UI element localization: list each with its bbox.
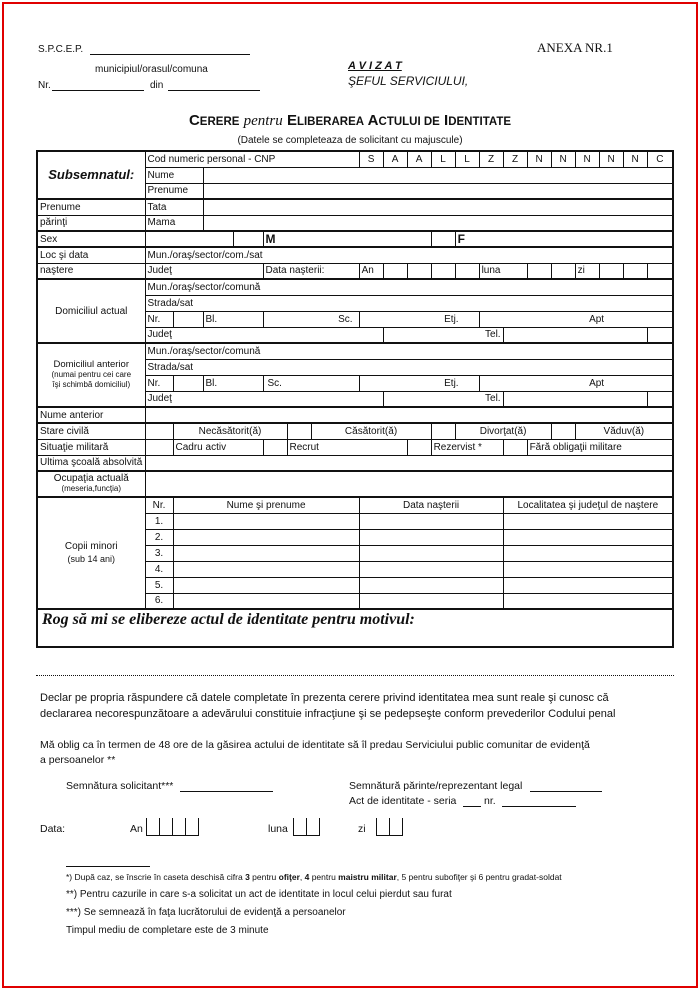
copii-minori-note: (sub 14 ani) [67, 554, 116, 564]
dotted-separator [36, 675, 674, 676]
mama-label: Mama [145, 215, 203, 231]
nastere-judet-field[interactable] [145, 263, 263, 279]
tel-label: Tel. [383, 391, 503, 407]
ant-nr-field[interactable] [173, 375, 203, 391]
sex-label: Sex [37, 231, 145, 247]
form-table [36, 150, 674, 648]
oblig-text: Mă oblig ca în termen de 48 ore de la găsirea actului de identitate să îl predau Serviciului public comunitar de evidenţă a persoanelor ** [40, 739, 590, 766]
seful-label: ŞEFUL SERVICIULUI, [348, 74, 469, 88]
luna-digit-box[interactable] [306, 818, 320, 836]
cnp-digit[interactable]: N [623, 151, 647, 167]
prenume-field[interactable] [203, 183, 673, 199]
stare-box[interactable] [287, 423, 311, 439]
col-data-header: Data naşterii [359, 497, 503, 513]
cnp-digit[interactable]: N [527, 151, 551, 167]
declaratie-text: Declar pe propria răspundere că datele completate în prezenta cerere privind identitatea mea sunt reale şi cunosc că declararea necorespunzătoare a adevărului constituie infracţiune şi se pedepseşte conform prevederilor Codului penal [40, 692, 616, 720]
divortat-label: Divorţat(ă) [455, 423, 551, 439]
loc-data-label: Loc şi data [37, 247, 145, 263]
strada-label: Strada/sat [147, 361, 194, 373]
an-digit-box[interactable] [159, 818, 173, 836]
nr-label: Nr. [145, 311, 173, 327]
semnatura-solicitant-line[interactable] [180, 791, 273, 792]
copil-localitatea-field[interactable] [503, 561, 673, 577]
note-4: Timpul mediu de completare este de 3 minute [66, 925, 269, 936]
act-seria-line[interactable] [463, 806, 481, 807]
luna-label: luna [479, 263, 527, 279]
domiciliul-actual-label: Domiciliul actual [37, 279, 145, 343]
act-identitate-label: Act de identitate - seria [349, 795, 457, 807]
zi-digit-box[interactable] [389, 818, 403, 836]
copil-nume-field[interactable] [173, 529, 359, 545]
note-1: *) După caz, se înscrie în caseta deschisă cifra 3 pentru ofiţer, 4 pentru maistru militar, 5 pentru subofiţer şi 6 pentru gradat-soldat [66, 872, 562, 882]
data-luna-boxes[interactable] [293, 816, 319, 836]
cnp-digit[interactable]: L [455, 151, 479, 167]
zi-label: zi [575, 263, 599, 279]
an-digit-box[interactable] [172, 818, 186, 836]
nastere-label: naştere [37, 263, 145, 279]
bl-label: Bl. [205, 377, 218, 389]
ultima-scoala-field[interactable] [145, 455, 673, 471]
stare-box[interactable] [145, 423, 173, 439]
copil-nume-field[interactable] [173, 561, 359, 577]
mun-sat-label: Mun./oraş/sector/com./sat [147, 249, 263, 261]
nastere-mun-field[interactable] [145, 247, 673, 263]
copil-row-nr: 5. [145, 577, 173, 593]
col-localitatea-header: Localitatea şi judeţul de naştere [503, 497, 673, 513]
cnp-digit[interactable]: A [383, 151, 407, 167]
dom-judet-field[interactable] [145, 327, 383, 343]
ant-apt-field[interactable] [479, 375, 673, 391]
bl-label: Bl. [205, 313, 218, 325]
notes-separator [66, 866, 150, 867]
tata-label: Tata [145, 199, 203, 215]
data-luna-label: luna [268, 823, 288, 835]
data-an-label: An [130, 823, 143, 835]
copil-row-nr: 3. [145, 545, 173, 561]
nr-label: Nr. [38, 80, 51, 91]
stare-box[interactable] [431, 423, 455, 439]
semnatura-solicitant-label: Semnătura solicitant*** [66, 780, 174, 792]
zi-box[interactable] [623, 263, 647, 279]
domiciliul-anterior-label: Domiciliul anterior [53, 359, 129, 370]
militar-box[interactable] [503, 439, 527, 455]
cnp-digit[interactable]: Z [479, 151, 503, 167]
cnp-digit[interactable]: Z [503, 151, 527, 167]
luna-box[interactable] [551, 263, 575, 279]
domiciliul-anterior-note2: îşi schimbă domiciliul) [52, 380, 131, 389]
copil-data-field[interactable] [359, 545, 503, 561]
dom-nr-field[interactable] [173, 311, 203, 327]
situatie-militara-label: Situaţie militară [37, 439, 145, 455]
nume-label: Nume [145, 167, 203, 183]
cnp-digit[interactable]: C [647, 151, 673, 167]
cnp-digit[interactable]: L [431, 151, 455, 167]
copil-row-nr: 6. [145, 593, 173, 609]
cnp-label: Cod numeric personal - CNP [145, 151, 359, 167]
cnp-digit[interactable]: N [599, 151, 623, 167]
an-digit-box[interactable] [146, 818, 160, 836]
casatorit-label: Căsătorit(ă) [311, 423, 431, 439]
an-digit-box[interactable] [185, 818, 199, 836]
nume-anterior-field[interactable] [145, 407, 673, 423]
parinti-label: părinţi [37, 215, 145, 231]
col-nume-header: Nume şi prenume [173, 497, 359, 513]
ant-bl-field[interactable] [203, 375, 263, 391]
militar-box[interactable] [145, 439, 173, 455]
nr-line[interactable] [52, 90, 144, 91]
note-2: **) Pentru cazurile in care s-a solicitat un act de identitate in locul celui pierdut sau furat [66, 889, 452, 900]
cnp-digit[interactable]: A [407, 151, 431, 167]
cnp-digit[interactable]: S [359, 151, 383, 167]
sex-f-label: F [455, 231, 673, 247]
copil-localitatea-field[interactable] [503, 513, 673, 529]
cadru-activ-label: Cadru activ [173, 439, 263, 455]
necasatorit-label: Necăsătorit(ă) [173, 423, 287, 439]
et-label: Etj. [444, 313, 459, 325]
act-nr-line[interactable] [502, 806, 576, 807]
data-nasterii-label: Data naşterii: [263, 263, 359, 279]
luna-box[interactable] [527, 263, 551, 279]
dom-et-field[interactable] [359, 311, 479, 327]
ant-judet-field[interactable] [145, 391, 383, 407]
copil-row-nr: 4. [145, 561, 173, 577]
copil-localitatea-field[interactable] [503, 577, 673, 593]
page-subtitle: (Datele se completeaza de solicitant cu majuscule) [237, 135, 463, 146]
semnatura-parinte-line[interactable] [530, 791, 602, 792]
din-line[interactable] [168, 90, 260, 91]
dom-mun-field[interactable] [145, 279, 673, 295]
dom-bl-field[interactable] [203, 311, 263, 327]
apt-label: Apt [589, 313, 605, 325]
prenume-label: Prenume [145, 183, 203, 199]
semnatura-parinte-label: Semnătură părinte/reprezentant legal [349, 780, 523, 792]
rog-label: Rog să mi se elibereze actul de identitate pentru motivul: [42, 611, 415, 628]
cnp-digit[interactable]: N [575, 151, 599, 167]
copil-data-field[interactable] [359, 529, 503, 545]
an-label: An [359, 263, 383, 279]
note-3: ***) Se semnează în faţa lucrătorului de evidenţă a persoanelor [66, 907, 346, 918]
mama-field[interactable] [203, 215, 673, 231]
tata-field[interactable] [203, 199, 673, 215]
copil-nume-field[interactable] [173, 513, 359, 529]
copil-row-nr: 1. [145, 513, 173, 529]
copil-localitatea-field[interactable] [503, 529, 673, 545]
spcep-line[interactable] [90, 54, 250, 55]
ocupatia-note: (meseria,funcţia) [61, 484, 122, 493]
stare-box[interactable] [551, 423, 575, 439]
recrut-label: Recrut [287, 439, 407, 455]
ocupatia-cell [37, 471, 145, 497]
avizat-label: A V I Z A T [348, 60, 402, 72]
copil-data-field[interactable] [359, 513, 503, 529]
apt-label: Apt [589, 377, 605, 389]
strada-label: Strada/sat [147, 297, 194, 309]
fara-obligatii-label: Fără obligaţii militare [527, 439, 673, 455]
an-box[interactable] [431, 263, 455, 279]
ant-mun-field[interactable] [145, 343, 673, 359]
nr-label: Nr. [145, 375, 173, 391]
copil-nume-field[interactable] [173, 593, 359, 609]
prenume-parinti-label: Prenume [37, 199, 145, 215]
col-nr-header: Nr. [145, 497, 173, 513]
et-label: Etj. [444, 377, 459, 389]
spcep-label: S.P.C.E.P. [38, 44, 84, 55]
copil-data-field[interactable] [359, 561, 503, 577]
dom-apt-field[interactable] [479, 311, 673, 327]
sex-m-label: M [263, 231, 431, 247]
sc-label: Sc. [338, 313, 353, 325]
ultima-scoala-label: Ultima şcoală absolvită [37, 455, 145, 471]
judet-label: Judeţ [147, 265, 172, 277]
domiciliul-anterior-cell [37, 343, 145, 407]
data-label: Data: [40, 823, 66, 835]
domiciliul-anterior-note: (numai pentru cei care [51, 370, 132, 379]
copil-nume-field[interactable] [173, 545, 359, 561]
copii-minori-label: Copii minori [64, 541, 118, 552]
subsemnatul-cell: Subsemnatul: [37, 151, 145, 199]
motiv-field[interactable] [37, 609, 673, 647]
rezervist-label: Rezervist * [431, 439, 503, 455]
copil-localitatea-field[interactable] [503, 545, 673, 561]
dom-tel-field[interactable] [503, 327, 647, 343]
ant-tel-field[interactable] [503, 391, 647, 407]
ant-strada-field[interactable] [145, 359, 673, 375]
cnp-digit[interactable]: N [551, 151, 575, 167]
nume-field[interactable] [203, 167, 673, 183]
data-zi-label: zi [358, 823, 366, 835]
copil-data-field[interactable] [359, 577, 503, 593]
dom-strada-field[interactable] [145, 295, 673, 311]
zi-digit-box[interactable] [376, 818, 390, 836]
an-box[interactable] [383, 263, 407, 279]
ant-et-field[interactable] [359, 375, 479, 391]
nume-anterior-label: Nume anterior [37, 407, 145, 423]
judet-label: Judeţ [147, 393, 172, 405]
mun-comuna-label: Mun./oraş/sector/comună [147, 345, 261, 357]
vaduv-label: Văduv(ă) [575, 423, 673, 439]
copil-nume-field[interactable] [173, 577, 359, 593]
stare-civila-label: Stare civilă [37, 423, 145, 439]
data-an-boxes[interactable] [146, 816, 198, 836]
data-zi-boxes[interactable] [376, 816, 402, 836]
an-box[interactable] [407, 263, 431, 279]
copil-row-nr: 2. [145, 529, 173, 545]
copil-localitatea-field[interactable] [503, 593, 673, 609]
copii-minori-cell [37, 497, 145, 609]
dom-sc-field[interactable] [263, 311, 359, 327]
an-box[interactable] [455, 263, 479, 279]
copil-data-field[interactable] [359, 593, 503, 609]
din-label: din [150, 80, 164, 91]
zi-box[interactable] [599, 263, 623, 279]
tel-label: Tel. [383, 327, 503, 343]
anexa-label: ANEXA NR.1 [537, 40, 613, 55]
ocupatia-field[interactable] [145, 471, 673, 497]
judet-label: Judeţ [147, 329, 172, 341]
page-title: CERERE pentru ELIBERAREA ACTULUI DE IDENTITATE [188, 112, 512, 129]
sc-label: Sc. [267, 377, 282, 389]
act-nr-label: nr. [484, 795, 496, 807]
sex-f-box[interactable] [431, 231, 455, 247]
luna-digit-box[interactable] [293, 818, 307, 836]
municipiu-label: municipiul/orasul/comuna [95, 64, 208, 75]
ocupatia-label: Ocupaţia actuală [53, 473, 129, 484]
militar-box[interactable] [407, 439, 431, 455]
militar-box[interactable] [263, 439, 287, 455]
mun-comuna-label: Mun./oraş/sector/comună [147, 281, 261, 293]
ant-sc-field[interactable] [263, 375, 359, 391]
sex-m-box[interactable] [233, 231, 263, 247]
